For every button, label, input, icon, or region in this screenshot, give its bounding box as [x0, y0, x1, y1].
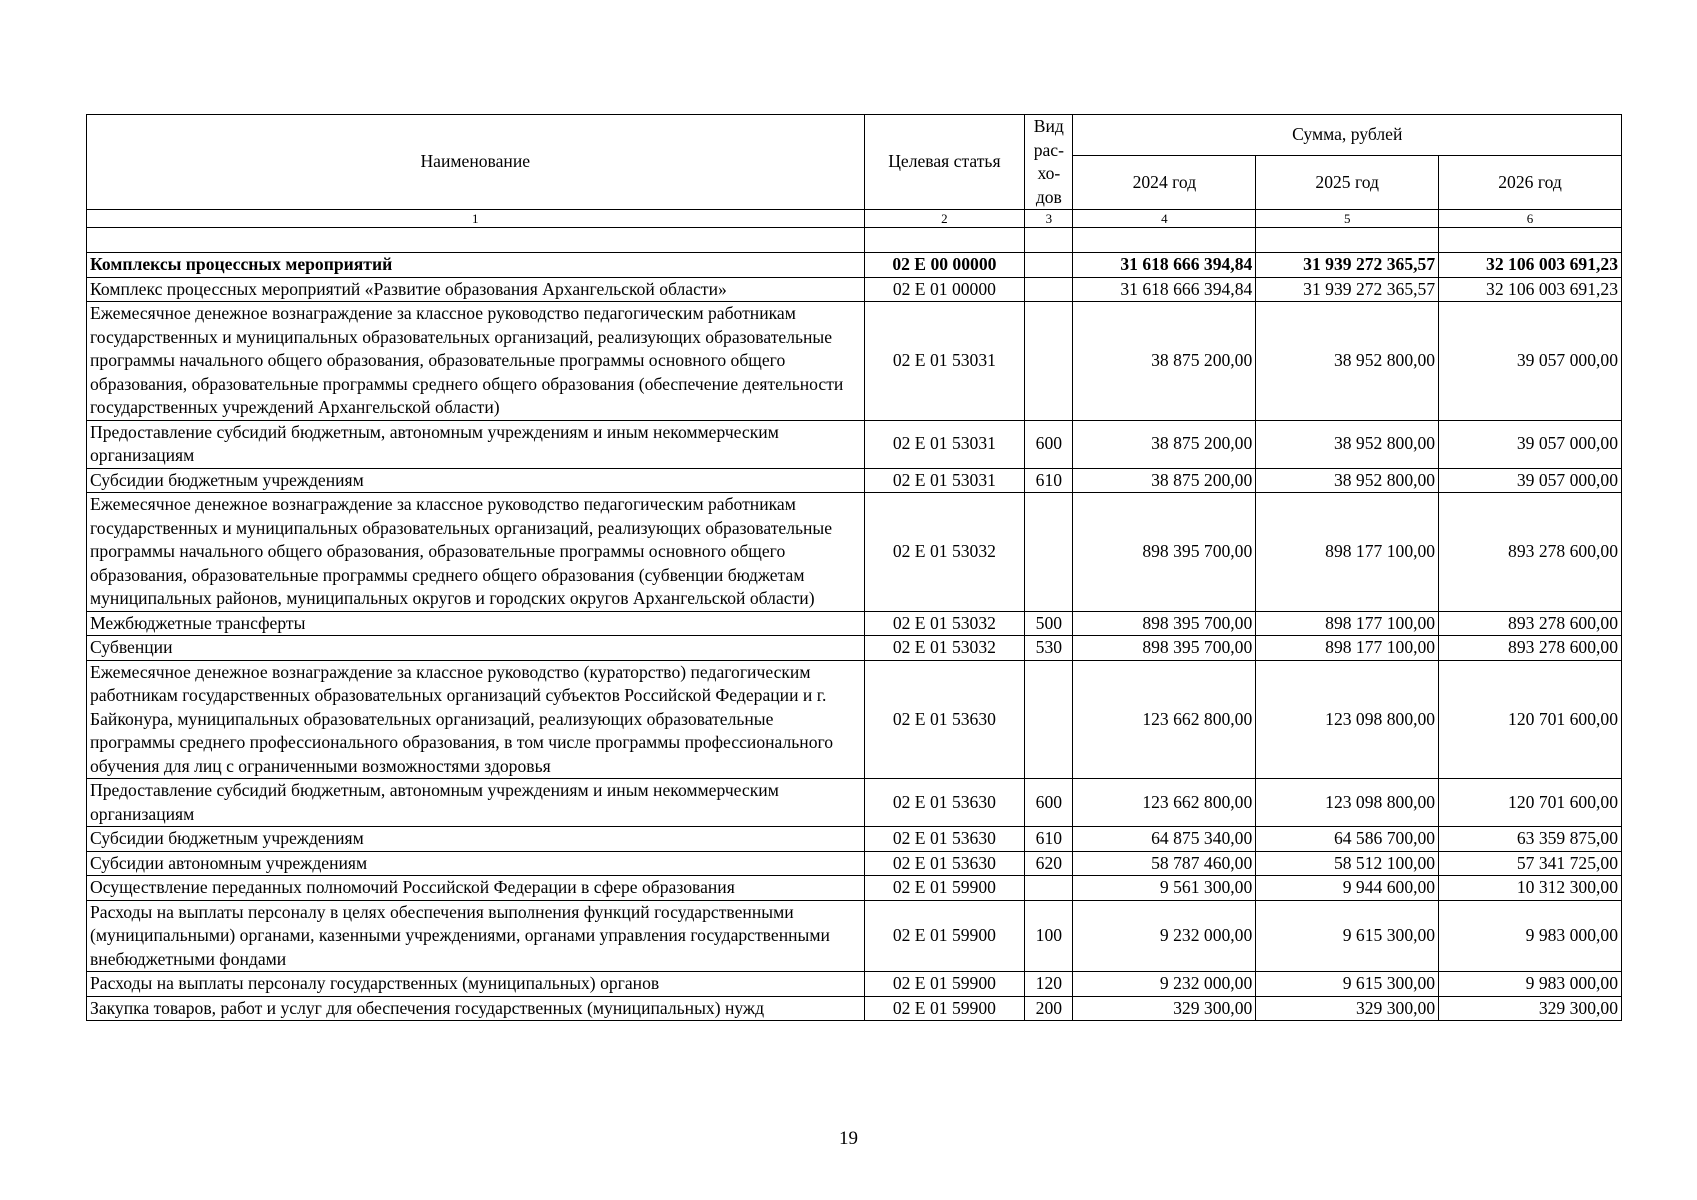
row-sum-2026: 63 359 875,00: [1439, 827, 1622, 852]
table-row: [87, 420, 1622, 468]
row-sum-2024: 898 395 700,00: [1073, 611, 1256, 636]
row-sum-2025: 31 939 272 365,57: [1256, 277, 1439, 302]
row-expense-kind: [1025, 876, 1073, 901]
table-row: [87, 493, 1622, 612]
page-number: 19: [839, 1128, 858, 1149]
row-sum-2025: 58 512 100,00: [1256, 851, 1439, 876]
row-target-code: 02 Е 01 00000: [864, 277, 1025, 302]
row-sum-2026: 32 106 003 691,23: [1439, 253, 1622, 278]
row-target-code: 02 Е 01 59900: [864, 972, 1025, 997]
row-name: Субсидии автономным учреждениям: [87, 851, 865, 876]
row-sum-2024: 898 395 700,00: [1073, 493, 1256, 612]
empty-row: [87, 228, 1622, 253]
row-target-code: 02 Е 01 53630: [864, 660, 1025, 779]
row-expense-kind: [1025, 660, 1073, 779]
table-row: [87, 636, 1622, 661]
row-expense-kind: [1025, 277, 1073, 302]
row-sum-2026: 32 106 003 691,23: [1439, 277, 1622, 302]
row-sum-2024: 9 232 000,00: [1073, 900, 1256, 972]
row-sum-2024: 9 232 000,00: [1073, 972, 1256, 997]
table-row: [87, 468, 1622, 493]
empty-cell: [87, 228, 865, 253]
row-name: Ежемесячное денежное вознаграждение за классное руководство (кураторство) педагогическим работникам государственных образовательных организаций субъектов Российской Федерации и г. Байконура, муниципальных образовательных организаций, реализующих образовательные программы среднего профессионального образования, в том числе программы профессионального обучения для лиц с ограниченными возможностями здоровья: [87, 660, 865, 779]
row-target-code: 02 Е 01 53032: [864, 611, 1025, 636]
row-sum-2025: 329 300,00: [1256, 996, 1439, 1021]
row-sum-2024: 898 395 700,00: [1073, 636, 1256, 661]
row-target-code: 02 Е 01 53031: [864, 302, 1025, 421]
row-sum-2026: 9 983 000,00: [1439, 972, 1622, 997]
empty-cell: [1025, 228, 1073, 253]
row-expense-kind: [1025, 493, 1073, 612]
column-number: 4: [1073, 210, 1256, 228]
row-expense-kind: 600: [1025, 779, 1073, 827]
row-sum-2026: 57 341 725,00: [1439, 851, 1622, 876]
row-sum-2026: 39 057 000,00: [1439, 420, 1622, 468]
row-name: Предоставление субсидий бюджетным, автономным учреждениям и иным некоммерческим организациям: [87, 779, 865, 827]
empty-cell: [1439, 228, 1622, 253]
row-sum-2024: 9 561 300,00: [1073, 876, 1256, 901]
row-sum-2025: 123 098 800,00: [1256, 779, 1439, 827]
row-sum-2024: 64 875 340,00: [1073, 827, 1256, 852]
column-numbers-row: [87, 210, 1622, 228]
row-target-code: 02 Е 01 53630: [864, 779, 1025, 827]
header-sum: Сумма, рублей: [1073, 115, 1622, 156]
column-number: 6: [1439, 210, 1622, 228]
header-year-2025: 2025 год: [1256, 156, 1439, 210]
row-target-code: 02 Е 01 59900: [864, 996, 1025, 1021]
row-name: Закупка товаров, работ и услуг для обеспечения государственных (муниципальных) нужд: [87, 996, 865, 1021]
column-number: 5: [1256, 210, 1439, 228]
row-expense-kind: 610: [1025, 468, 1073, 493]
row-sum-2026: 120 701 600,00: [1439, 660, 1622, 779]
row-expense-kind: 600: [1025, 420, 1073, 468]
row-target-code: 02 Е 00 00000: [864, 253, 1025, 278]
row-sum-2026: 120 701 600,00: [1439, 779, 1622, 827]
empty-cell: [1256, 228, 1439, 253]
header-year-2024: 2024 год: [1073, 156, 1256, 210]
row-name: Расходы на выплаты персоналу государственных (муниципальных) органов: [87, 972, 865, 997]
row-expense-kind: 620: [1025, 851, 1073, 876]
row-sum-2026: 39 057 000,00: [1439, 468, 1622, 493]
table-row: [87, 611, 1622, 636]
row-target-code: 02 Е 01 53630: [864, 827, 1025, 852]
table-row: [87, 302, 1622, 421]
header-kind: Вид рас-хо-дов: [1025, 115, 1073, 210]
table-row: [87, 876, 1622, 901]
row-target-code: 02 Е 01 53031: [864, 420, 1025, 468]
row-expense-kind: 500: [1025, 611, 1073, 636]
table-row: [87, 779, 1622, 827]
row-sum-2025: 123 098 800,00: [1256, 660, 1439, 779]
budget-table: [86, 114, 1622, 1021]
row-target-code: 02 Е 01 53032: [864, 493, 1025, 612]
row-name: Комплекс процессных мероприятий «Развитие образования Архангельской области»: [87, 277, 865, 302]
row-expense-kind: [1025, 302, 1073, 421]
column-number: 2: [864, 210, 1025, 228]
table-row: [87, 996, 1622, 1021]
row-name: Комплексы процессных мероприятий: [87, 253, 865, 278]
row-sum-2024: 123 662 800,00: [1073, 779, 1256, 827]
row-sum-2024: 123 662 800,00: [1073, 660, 1256, 779]
table-row: [87, 851, 1622, 876]
row-target-code: 02 Е 01 53032: [864, 636, 1025, 661]
row-sum-2026: 893 278 600,00: [1439, 611, 1622, 636]
row-sum-2025: 898 177 100,00: [1256, 493, 1439, 612]
header-year-2026: 2026 год: [1439, 156, 1622, 210]
row-expense-kind: [1025, 253, 1073, 278]
empty-cell: [864, 228, 1025, 253]
column-number: 3: [1025, 210, 1073, 228]
row-sum-2026: 9 983 000,00: [1439, 900, 1622, 972]
row-name: Субсидии бюджетным учреждениям: [87, 827, 865, 852]
row-target-code: 02 Е 01 59900: [864, 876, 1025, 901]
table-row: [87, 660, 1622, 779]
row-sum-2024: 31 618 666 394,84: [1073, 253, 1256, 278]
row-name: Межбюджетные трансферты: [87, 611, 865, 636]
row-name: Субсидии бюджетным учреждениям: [87, 468, 865, 493]
row-sum-2024: 31 618 666 394,84: [1073, 277, 1256, 302]
table-row: [87, 827, 1622, 852]
row-name: Предоставление субсидий бюджетным, автономным учреждениям и иным некоммерческим организациям: [87, 420, 865, 468]
row-sum-2025: 38 952 800,00: [1256, 302, 1439, 421]
row-expense-kind: 610: [1025, 827, 1073, 852]
table-row: [87, 900, 1622, 972]
row-sum-2025: 38 952 800,00: [1256, 468, 1439, 493]
row-sum-2025: 898 177 100,00: [1256, 611, 1439, 636]
table-row: [87, 253, 1622, 278]
row-expense-kind: 100: [1025, 900, 1073, 972]
row-expense-kind: 200: [1025, 996, 1073, 1021]
row-sum-2026: 329 300,00: [1439, 996, 1622, 1021]
row-target-code: 02 Е 01 53031: [864, 468, 1025, 493]
column-number: 1: [87, 210, 865, 228]
table-row: [87, 277, 1622, 302]
header-code: Целевая статья: [864, 115, 1025, 210]
empty-cell: [1073, 228, 1256, 253]
row-sum-2024: 38 875 200,00: [1073, 468, 1256, 493]
row-sum-2025: 898 177 100,00: [1256, 636, 1439, 661]
row-expense-kind: 530: [1025, 636, 1073, 661]
row-sum-2026: 39 057 000,00: [1439, 302, 1622, 421]
row-sum-2025: 9 615 300,00: [1256, 972, 1439, 997]
row-sum-2026: 893 278 600,00: [1439, 636, 1622, 661]
row-sum-2025: 64 586 700,00: [1256, 827, 1439, 852]
row-sum-2025: 31 939 272 365,57: [1256, 253, 1439, 278]
row-sum-2025: 9 615 300,00: [1256, 900, 1439, 972]
table-row: [87, 972, 1622, 997]
row-sum-2025: 38 952 800,00: [1256, 420, 1439, 468]
row-sum-2025: 9 944 600,00: [1256, 876, 1439, 901]
row-target-code: 02 Е 01 59900: [864, 900, 1025, 972]
row-name: Ежемесячное денежное вознаграждение за классное руководство педагогическим работникам государственных и муниципальных образовательных организаций, реализующих образовательные программы начального общего образования, образовательные программы основного общего образования, образовательные программы среднего общего образования (обеспечение деятельности государственных учреждений Архангельской области): [87, 302, 865, 421]
row-sum-2024: 38 875 200,00: [1073, 302, 1256, 421]
header-name: Наименование: [87, 115, 865, 210]
row-target-code: 02 Е 01 53630: [864, 851, 1025, 876]
row-sum-2024: 58 787 460,00: [1073, 851, 1256, 876]
row-name: Осуществление переданных полномочий Российской Федерации в сфере образования: [87, 876, 865, 901]
row-sum-2024: 329 300,00: [1073, 996, 1256, 1021]
row-name: Субвенции: [87, 636, 865, 661]
row-name: Ежемесячное денежное вознаграждение за классное руководство педагогическим работникам государственных и муниципальных образовательных организаций, реализующих образовательные программы начального общего образования, образовательные программы основного общего образования, образовательные программы среднего общего образования (субвенции бюджетам муниципальных районов, муниципальных округов и городских округов Архангельской области): [87, 493, 865, 612]
row-sum-2024: 38 875 200,00: [1073, 420, 1256, 468]
row-expense-kind: 120: [1025, 972, 1073, 997]
row-sum-2026: 893 278 600,00: [1439, 493, 1622, 612]
row-sum-2026: 10 312 300,00: [1439, 876, 1622, 901]
row-name: Расходы на выплаты персоналу в целях обеспечения выполнения функций государственными (муниципальными) органами, казенными учреждениями, органами управления государственными внебюджетными фондами: [87, 900, 865, 972]
